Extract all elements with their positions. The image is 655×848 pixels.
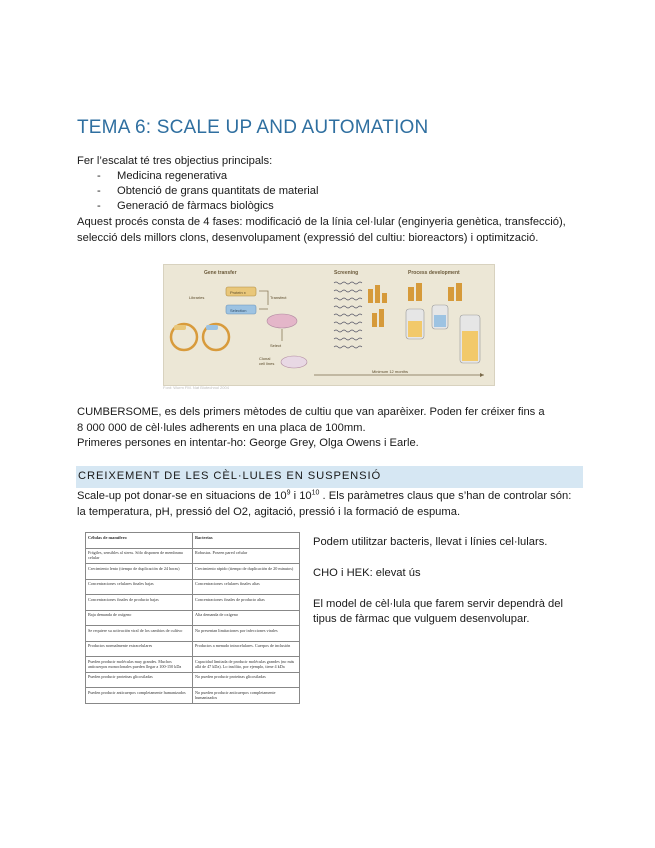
label-gene-transfer: Gene transfer [204, 270, 237, 276]
table-cell: Concentraciones celulares finales bajas [86, 579, 193, 595]
label-protein: Protein x [230, 290, 246, 295]
label-cell-lines: cell lines [259, 361, 275, 366]
table-cell: Capacidad limitada de producir moléculas grandes (no más allá de 47 kDa). Lo insólito, por ejemplo, tiene 4 kDa [193, 657, 300, 673]
label-screening: Screening [334, 270, 359, 276]
cumbersome-line-2: 8 000 000 de cèl·lules adherents en una placa de 100mm. [77, 422, 366, 434]
table-cell: Productos a menudo intracelulares. Cuerpos de inclusión [193, 641, 300, 657]
table-cell: Alta demanda de oxígeno [193, 610, 300, 626]
phases-line-2: selecció dels millors clons, desenvolupament (expressió del cultiu: bioreactors) i optimització. [77, 232, 539, 244]
scaleup-text-pre: Scale-up pot donar-se en situacions de 10 [77, 490, 287, 502]
process-figure [163, 264, 495, 386]
scaleup-line-2: la temperatura, pH, pressió del O2, agitació, pressió i la formació de espuma. [77, 506, 461, 518]
table-header-bacteria: Bacterias [193, 533, 300, 549]
screening-lines [334, 282, 362, 348]
objective-text: Generació de fàrmacs biològics [117, 200, 274, 212]
table-row [86, 641, 300, 657]
table-cell: Pueden producir proteínas glicosiladas [86, 672, 193, 688]
scaleup-text-mid: i 10 [290, 490, 312, 502]
side-text-2: CHO i HEK: elevat ús [313, 567, 421, 579]
cumbersome-line-3: Primeres persones en intentar-ho: George Grey, Olga Owens i Earle. [77, 437, 419, 449]
table-cell: Concentraciones finales de producto altas [193, 595, 300, 611]
table-cell: Crecimiento rápido (tiempo de duplicación de 20 minutos) [193, 564, 300, 580]
side-text-3-line-1: El model de cèl·lula que farem servir dependrà del [313, 598, 563, 610]
table-row [86, 688, 300, 704]
figure-caption: Font: Wurm FM. Nat Biotechnol 2004 [163, 385, 229, 390]
table-cell: Concentraciones finales de producto bajas [86, 595, 193, 611]
table-cell: Robustas. Poseen pared celular [193, 548, 300, 564]
scaleup-exponent-1: 9 [286, 489, 291, 497]
label-libraries: Libraries [189, 295, 205, 300]
table-row [86, 610, 300, 626]
table-cell: Concentraciones celulares finales altas [193, 579, 300, 595]
label-transfect: Transfect [270, 295, 287, 300]
label-selection: Selection [230, 308, 247, 313]
table-row [86, 579, 300, 595]
screening-flasks [368, 285, 387, 327]
plasmid-gene-2 [206, 325, 218, 330]
label-process-development: Process development [408, 270, 460, 276]
scaleup-exponent-2: 10 [311, 489, 320, 497]
bullet-dash: - [97, 185, 101, 197]
page-title: TEMA 6: SCALE UP AND AUTOMATION [77, 117, 429, 138]
table-cell: No pueden producir anticuerpos completamente humanizados [193, 688, 300, 704]
timeline-arrowhead [480, 373, 484, 377]
bullet-dash: - [97, 200, 101, 212]
section-heading: CREIXEMENT DE LES CÈL·LULES EN SUSPENSIÓ [78, 470, 382, 482]
table-cell: Se requiere su activación viral de los cambios de cultivo [86, 626, 193, 642]
intro-text: Fer l’escalat té tres objectius principals: [77, 155, 273, 167]
table-cell: Crecimiento lento (tiempo de duplicación de 24 horas) [86, 564, 193, 580]
cumbersome-line-1: CUMBERSOME, es dels primers mètodes de cultiu que van aparèixer. Poden fer créixer fins a [77, 406, 545, 418]
label-select: Select [270, 343, 282, 348]
table-row [86, 564, 300, 580]
side-text-3-line-2: tipus de fàrmac que vulguem desenvolupar. [313, 613, 530, 625]
scaleup-text-post: . Els paràmetres claus que s’han de controlar són: [319, 490, 572, 502]
table-row [86, 672, 300, 688]
objective-text: Medicina regenerativa [117, 170, 228, 182]
side-text-1: Podem utilitzar bacteris, llevat i línies cel·lulars. [313, 536, 548, 548]
table-cell: Frágiles, sensibles al stress. Sólo disponen de membrana celular [86, 548, 193, 564]
plasmid-gene-1 [174, 325, 186, 330]
table-cell: Baja demanda de oxígeno [86, 610, 193, 626]
cell-comparison-table [85, 532, 300, 704]
bullet-dash: - [97, 170, 101, 182]
process-flasks [408, 283, 462, 301]
table-header-mammalian: Células de mamífero [86, 533, 193, 549]
table-cell: Productos normalmente extracelulares [86, 641, 193, 657]
scaleup-line-1 [77, 489, 571, 505]
phases-line-1: Aquest procés consta de 4 fases: modificació de la línia cel·lular (enginyeria genètica, transfecció), [77, 216, 566, 228]
clonal-dish [281, 356, 307, 368]
label-clonal: Clonal [259, 356, 271, 361]
table-cell: Pueden producir anticuerpos completamente humanizados [86, 688, 193, 704]
table-row [86, 626, 300, 642]
bioreactors [406, 305, 480, 363]
table-row [86, 595, 300, 611]
table-cell: Pueden producir moléculas muy grandes. Muchos anticuerpos monoclonales pueden llegar a 100-150 kDa [86, 657, 193, 673]
table-cell: No pueden producir proteínas glicosiladas [193, 672, 300, 688]
culture-dish [267, 314, 297, 328]
arrow-1 [259, 291, 268, 305]
table-row [86, 657, 300, 673]
process-diagram [164, 265, 494, 385]
label-minimum: Minimum 12 months [372, 369, 409, 374]
table-header-row [86, 533, 300, 549]
table-row [86, 548, 300, 564]
objective-text: Obtenció de grans quantitats de material [117, 185, 319, 197]
table-cell: No presentan limitaciones por infecciones virales [193, 626, 300, 642]
